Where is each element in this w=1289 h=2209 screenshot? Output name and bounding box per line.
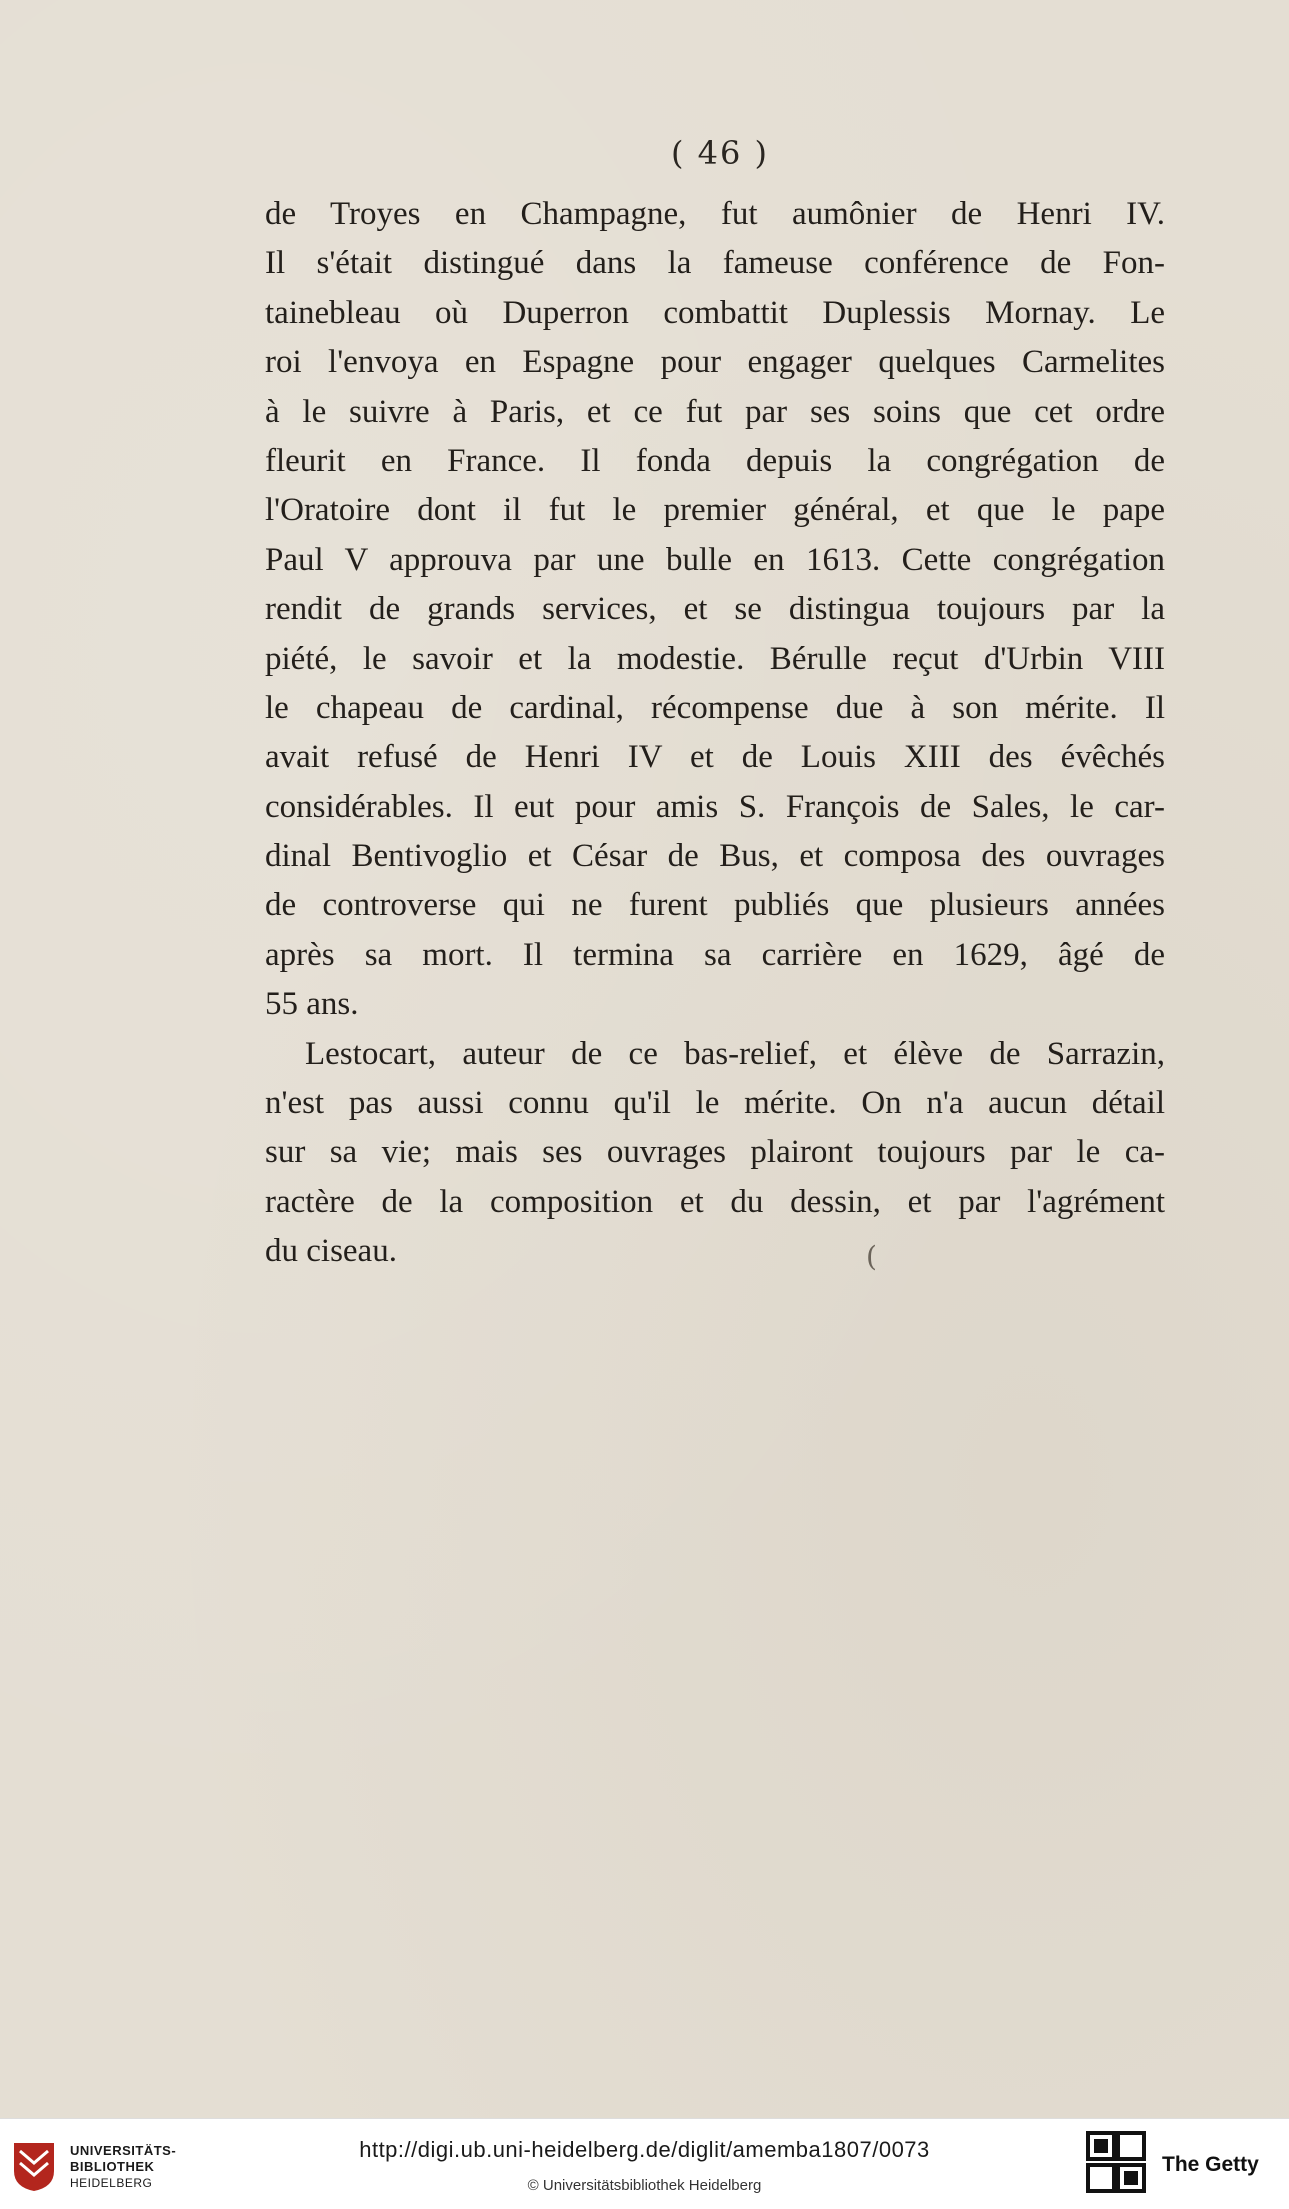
text-line: après sa mort. Il termina sa carrière en 1629, âgé de bbox=[265, 936, 1165, 973]
paragraph-2 bbox=[265, 1030, 1165, 1277]
text-line: rendit de grands services, et se distingua toujours par la bbox=[265, 591, 1165, 628]
text-line: n'est pas aussi connu qu'il le mérite. On n'a aucun détail bbox=[265, 1085, 1165, 1122]
university-name-line2: BIBLIOTHEK bbox=[70, 2159, 155, 2174]
text-line: roi l'envoya en Espagne pour engager quelques Carmelites bbox=[265, 344, 1165, 381]
text-line: Lestocart, auteur de ce bas-relief, et élève de Sarrazin, bbox=[305, 1035, 1165, 1072]
text-line: dinal Bentivoglio et César de Bus, et composa des ouvrages bbox=[265, 838, 1165, 875]
text-line: considérables. Il eut pour amis S. François de Sales, le car- bbox=[265, 788, 1165, 825]
footer-bar bbox=[0, 2118, 1289, 2209]
text-line: de Troyes en Champagne, fut aumônier de Henri IV. bbox=[265, 196, 1165, 232]
text-line: tainebleau où Duperron combattit Duplessis Mornay. Le bbox=[265, 294, 1165, 331]
body-text bbox=[265, 190, 1165, 1277]
text-line: Paul V approuva par une bulle en 1613. Cette congrégation bbox=[265, 541, 1165, 578]
text-line: du ciseau. bbox=[265, 1233, 397, 1270]
text-line: sur sa vie; mais ses ouvrages plairont toujours par le ca- bbox=[265, 1134, 1165, 1171]
university-name-line3: HEIDELBERG bbox=[70, 2176, 153, 2190]
text-line: à le suivre à Paris, et ce fut par ses soins que cet ordre bbox=[265, 393, 1165, 430]
getty-logo[interactable] bbox=[1086, 2131, 1286, 2201]
text-line: l'Oratoire dont il fut le premier général, et que le pape bbox=[265, 492, 1165, 529]
university-name-line1: UNIVERSITÄTS- bbox=[70, 2143, 177, 2158]
page-number: ( 46 ) bbox=[670, 134, 770, 172]
text-line: ractère de la composition et du dessin, et par l'agrément bbox=[265, 1183, 1165, 1220]
copyright-notice: © Universitätsbibliothek Heidelberg bbox=[527, 2177, 762, 2194]
text-line: de controverse qui ne furent publiés que plusieurs années bbox=[265, 887, 1165, 924]
text-line: le chapeau de cardinal, récompense due à son mérite. Il bbox=[265, 689, 1165, 726]
paragraph-1 bbox=[265, 190, 1165, 1030]
text-line: fleurit en France. Il fonda depuis la congrégation de bbox=[265, 442, 1165, 479]
permalink-url[interactable]: http://digi.ub.uni-heidelberg.de/diglit/amemba1807/0073 bbox=[359, 2137, 930, 2162]
text-line: piété, le savoir et la modestie. Bérulle reçut d'Urbin VIII bbox=[265, 640, 1165, 677]
text-line: avait refusé de Henri IV et de Louis XIII des évêchés bbox=[265, 739, 1165, 776]
text-line: 55 ans. bbox=[265, 986, 359, 1023]
stray-mark: ( bbox=[866, 1240, 877, 1273]
text-line: Il s'était distingué dans la fameuse conférence de Fon- bbox=[265, 245, 1165, 282]
getty-logo-icon bbox=[1086, 2131, 1148, 2197]
getty-name: The Getty bbox=[1162, 2153, 1259, 2176]
